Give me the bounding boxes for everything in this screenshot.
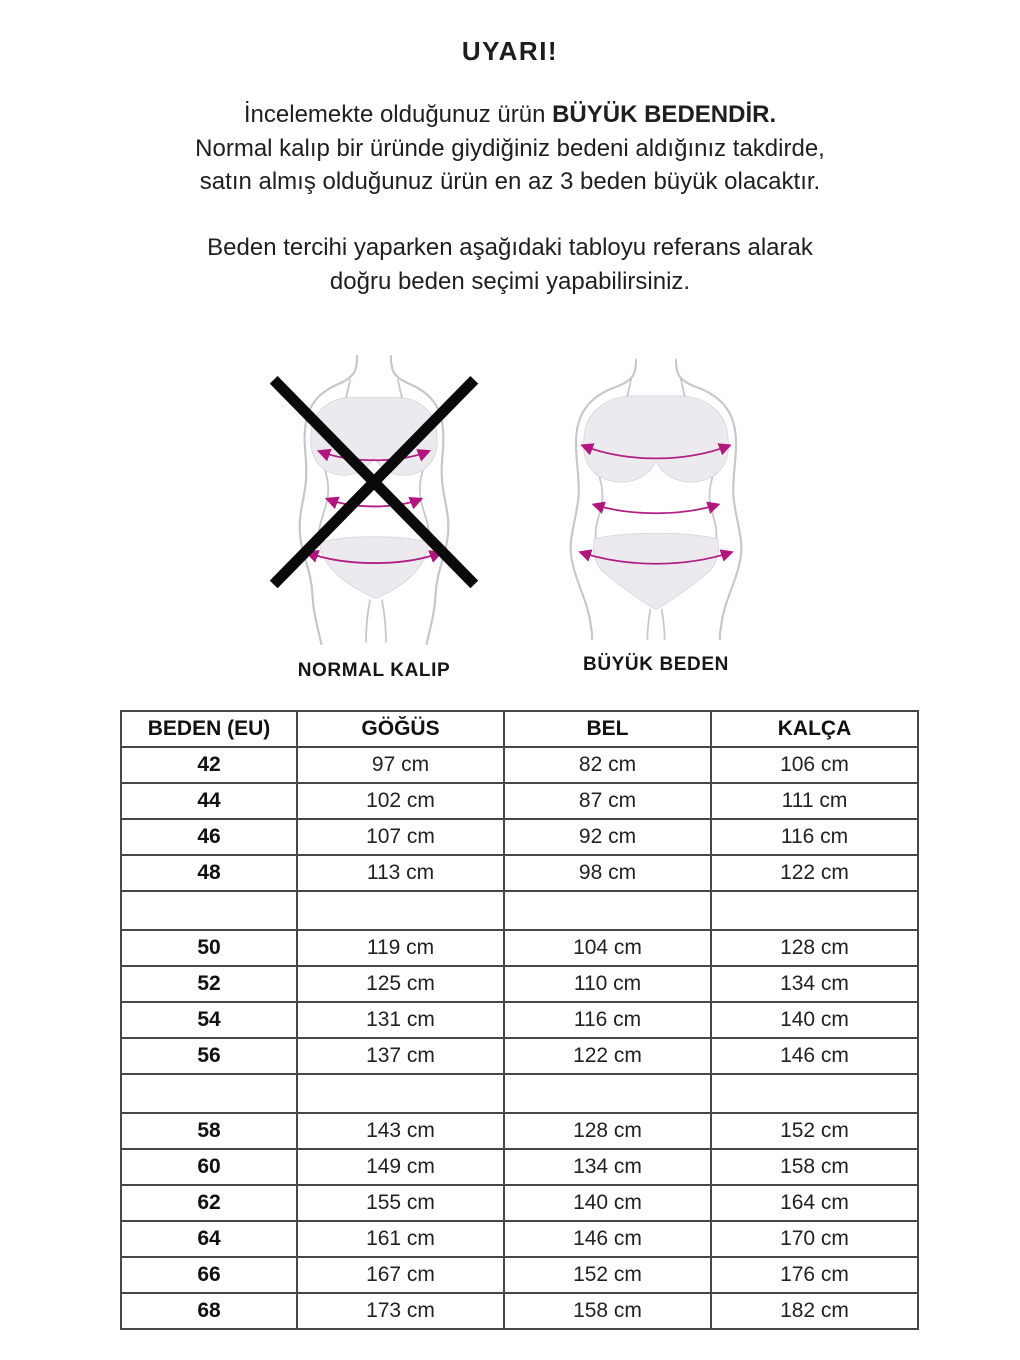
size-cell: 56 bbox=[121, 1038, 297, 1074]
size-cell: 68 bbox=[121, 1293, 297, 1329]
measurement-cell: 119 cm bbox=[297, 930, 504, 966]
normal-fit-label: NORMAL KALIP bbox=[297, 660, 451, 681]
measurement-cell: 152 cm bbox=[504, 1257, 711, 1293]
measurement-cell: 125 cm bbox=[297, 966, 504, 1002]
table-spacer-row bbox=[121, 891, 918, 930]
bra-shape bbox=[584, 396, 729, 482]
table-row bbox=[121, 855, 918, 891]
table-row bbox=[121, 1002, 918, 1038]
size-table-body bbox=[121, 747, 918, 1329]
instruction-paragraph bbox=[0, 231, 1020, 298]
measurement-cell: 167 cm bbox=[297, 1257, 504, 1293]
measurement-cell: 110 cm bbox=[504, 966, 711, 1002]
measurement-cell: 149 cm bbox=[297, 1149, 504, 1185]
table-row bbox=[121, 1113, 918, 1149]
size-cell: 42 bbox=[121, 747, 297, 783]
table-row bbox=[121, 1257, 918, 1293]
measurement-cell: 164 cm bbox=[711, 1185, 918, 1221]
measurement-cell: 170 cm bbox=[711, 1221, 918, 1257]
measurement-cell: 104 cm bbox=[504, 930, 711, 966]
size-cell: 66 bbox=[121, 1257, 297, 1293]
measurement-cell: 128 cm bbox=[504, 1113, 711, 1149]
measurement-cell: 92 cm bbox=[504, 819, 711, 855]
size-cell: 48 bbox=[121, 855, 297, 891]
measurement-cell: 158 cm bbox=[711, 1149, 918, 1185]
warning-line1-text: İncelemekte olduğunuz ürün bbox=[243, 101, 553, 128]
normal-fit-figure bbox=[238, 348, 510, 682]
size-cell: 44 bbox=[121, 783, 297, 819]
measurement-cell: 98 cm bbox=[504, 855, 711, 891]
size-cell bbox=[121, 1074, 297, 1113]
measurement-cell bbox=[711, 1074, 918, 1113]
table-row bbox=[121, 1221, 918, 1257]
measurement-cell: 111 cm bbox=[711, 783, 918, 819]
table-header-cell: KALÇA bbox=[711, 711, 918, 747]
table-header-row bbox=[121, 711, 918, 747]
warning-line2-text: Normal kalıp bir üründe giydiğiniz bedeni aldığınız takdirde, bbox=[195, 134, 825, 162]
measurement-cell: 137 cm bbox=[297, 1038, 504, 1074]
table-header-cell: BEDEN (EU) bbox=[121, 711, 297, 747]
size-cell: 60 bbox=[121, 1149, 297, 1185]
normal-fit-body-illustration bbox=[239, 348, 509, 646]
table-row bbox=[121, 783, 918, 819]
measurement-cell: 122 cm bbox=[711, 855, 918, 891]
measurement-cell: 134 cm bbox=[711, 966, 918, 1002]
warning-line3-text: satın almış olduğunuz ürün en az 3 beden büyük olacaktır. bbox=[199, 168, 821, 195]
body-outline bbox=[300, 356, 449, 644]
table-row bbox=[121, 1038, 918, 1074]
measurement-cell: 146 cm bbox=[504, 1221, 711, 1257]
measurement-cell: 116 cm bbox=[504, 1002, 711, 1038]
size-cell: 62 bbox=[121, 1185, 297, 1221]
table-row bbox=[121, 819, 918, 855]
measurement-cell: 161 cm bbox=[297, 1221, 504, 1257]
plus-size-figure bbox=[524, 354, 788, 676]
measurement-cell: 146 cm bbox=[711, 1038, 918, 1074]
measurement-cell: 182 cm bbox=[711, 1293, 918, 1329]
measurement-cell: 158 cm bbox=[504, 1293, 711, 1329]
size-table bbox=[120, 710, 919, 1330]
body-outline bbox=[571, 360, 742, 640]
measurement-cell: 106 cm bbox=[711, 747, 918, 783]
size-cell: 54 bbox=[121, 1002, 297, 1038]
instruction-line1-text: Beden tercihi yaparken aşağıdaki tabloyu referans alarak bbox=[207, 234, 813, 261]
size-cell: 46 bbox=[121, 819, 297, 855]
measurement-cell: 152 cm bbox=[711, 1113, 918, 1149]
measurement-cell: 143 cm bbox=[297, 1113, 504, 1149]
plus-size-body-illustration bbox=[524, 354, 788, 640]
table-row bbox=[121, 1293, 918, 1329]
measurement-cell: 173 cm bbox=[297, 1293, 504, 1329]
measurement-cell bbox=[504, 1074, 711, 1113]
measurement-cell: 122 cm bbox=[504, 1038, 711, 1074]
size-cell: 64 bbox=[121, 1221, 297, 1257]
table-row bbox=[121, 930, 918, 966]
warning-paragraph bbox=[0, 98, 1020, 199]
measurement-cell: 87 cm bbox=[504, 783, 711, 819]
measurement-cell: 131 cm bbox=[297, 1002, 504, 1038]
table-row bbox=[121, 966, 918, 1002]
table-row bbox=[121, 747, 918, 783]
measurement-cell bbox=[504, 891, 711, 930]
panties-shape bbox=[319, 537, 428, 599]
measurement-cell bbox=[297, 891, 504, 930]
size-cell: 50 bbox=[121, 930, 297, 966]
measurement-cell: 155 cm bbox=[297, 1185, 504, 1221]
measurement-cell: 97 cm bbox=[297, 747, 504, 783]
panties-shape bbox=[594, 533, 719, 609]
measurement-cell: 102 cm bbox=[297, 783, 504, 819]
measurement-cell: 140 cm bbox=[504, 1185, 711, 1221]
table-row bbox=[121, 1149, 918, 1185]
table-header-cell: GÖĞÜS bbox=[297, 711, 504, 747]
measurement-cell: 128 cm bbox=[711, 930, 918, 966]
measurement-cell: 116 cm bbox=[711, 819, 918, 855]
measurement-cell: 113 cm bbox=[297, 855, 504, 891]
measurement-cell: 134 cm bbox=[504, 1149, 711, 1185]
table-row bbox=[121, 1185, 918, 1221]
table-header-cell: BEL bbox=[504, 711, 711, 747]
measurement-cell bbox=[297, 1074, 504, 1113]
measurement-cell: 140 cm bbox=[711, 1002, 918, 1038]
plus-size-label: BÜYÜK BEDEN bbox=[583, 654, 729, 675]
page-title: UYARI! bbox=[461, 36, 559, 66]
measurement-cell bbox=[711, 891, 918, 930]
table-spacer-row bbox=[121, 1074, 918, 1113]
measurement-cell: 107 cm bbox=[297, 819, 504, 855]
measurement-cell: 176 cm bbox=[711, 1257, 918, 1293]
instruction-line2-text: doğru beden seçimi yapabilirsiniz. bbox=[329, 267, 691, 295]
measurement-cell: 82 cm bbox=[504, 747, 711, 783]
size-cell: 58 bbox=[121, 1113, 297, 1149]
warning-line1-bold: BÜYÜK BEDENDİR. bbox=[552, 101, 777, 128]
size-cell bbox=[121, 891, 297, 930]
size-cell: 52 bbox=[121, 966, 297, 1002]
